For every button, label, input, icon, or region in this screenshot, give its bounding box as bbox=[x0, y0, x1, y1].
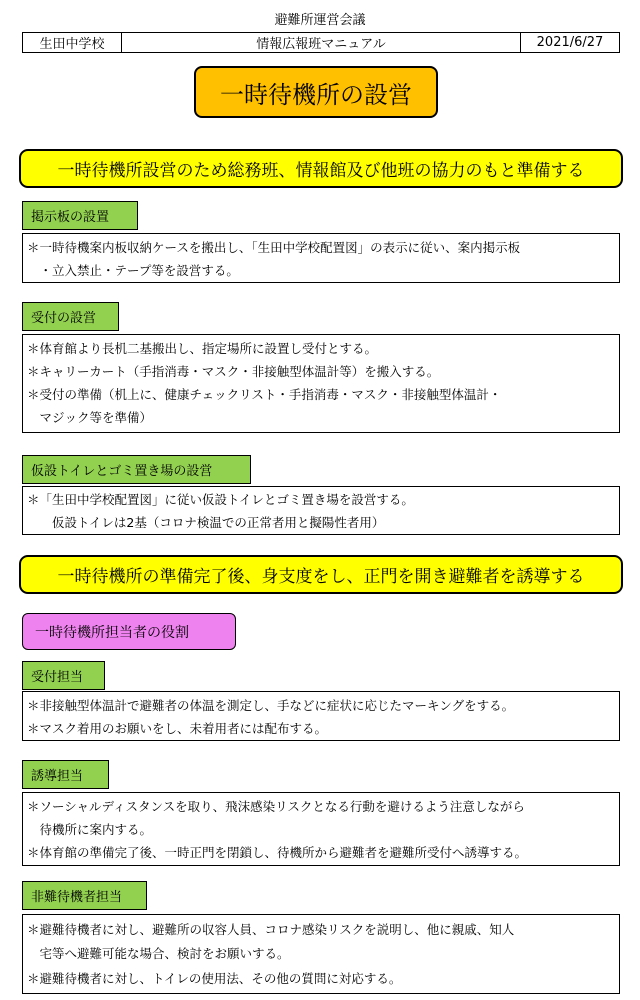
role-line: ＊非接触型体温計で避難者の体温を測定し、手などに症状に応じたマーキングをする。 bbox=[27, 698, 515, 713]
role-line: 待機所に案内する。 bbox=[27, 822, 153, 837]
banner-guidance: 一時待機所の準備完了後、身支度をし、正門を開き避難者を誘導する bbox=[19, 555, 623, 594]
section-line: ＊キャリーカート（手指消毒・マスク・非接触型体温計等）を搬入する。 bbox=[27, 364, 440, 379]
role-line: ＊ソーシャルディスタンスを取り、飛沫感染リスクとなる行動を避けるよう注意しながら bbox=[27, 799, 525, 814]
roles-title: 一時待機所担当者の役割 bbox=[22, 613, 236, 650]
role-line: ＊マスク着用のお願いをし、未着用者には配布する。 bbox=[27, 721, 328, 736]
school-name: 生田中学校 bbox=[23, 33, 122, 52]
role-label-guidance: 誘導担当 bbox=[22, 760, 109, 789]
manual-name: 情報広報班マニュアル bbox=[256, 37, 386, 52]
document-title: 避難所運営会議 bbox=[274, 13, 366, 28]
section-line: マジック等を準備） bbox=[27, 410, 153, 425]
role-box-evacuee-waiting bbox=[22, 914, 620, 994]
section-line: 仮設トイレは2基（コロナ検温での正常者用と擬陽性者用） bbox=[27, 515, 385, 530]
section-line: ・立入禁止・テープ等を設営する。 bbox=[27, 263, 239, 278]
role-line: ＊体育館の準備完了後、一時正門を閉鎖し、待機所から避難者を避難所受付へ誘導する。 bbox=[27, 845, 528, 860]
main-title: 一時待機所の設営 bbox=[194, 66, 438, 118]
section-line: ＊一時待機案内板収納ケースを搬出し、「生田中学校配置図」の表示に従い、案内掲示板 bbox=[27, 240, 521, 255]
section-label-reception: 受付の設営 bbox=[22, 302, 119, 331]
section-label-toilet-trash: 仮設トイレとゴミ置き場の設営 bbox=[22, 455, 251, 484]
section-box-bulletin-board bbox=[22, 233, 620, 283]
role-line: ＊避難待機者に対し、トイレの使用法、その他の質問に対応する。 bbox=[27, 971, 402, 986]
role-line: ＊避難待機者に対し、避難所の収容人員、コロナ感染リスクを説明し、他に親戚、知人 bbox=[27, 922, 515, 937]
section-line: ＊体育館より長机二基搬出し、指定場所に設置し受付とする。 bbox=[27, 341, 378, 356]
header-table bbox=[22, 32, 620, 53]
role-box-guidance bbox=[22, 792, 620, 866]
banner-preparation: 一時待機所設営のため総務班、情報館及び他班の協力のもと準備する bbox=[19, 149, 623, 188]
section-line: ＊「生田中学校配置図」に従い仮設トイレとゴミ置き場を設営する。 bbox=[27, 492, 414, 507]
document-date: 2021/6/27 bbox=[520, 33, 619, 52]
section-line: ＊受付の準備（机上に、健康チェックリスト・手指消毒・マスク・非接触型体温計・ bbox=[27, 387, 502, 402]
role-line: 宅等へ避難可能な場合、検討をお願いする。 bbox=[27, 946, 290, 961]
section-box-toilet-trash bbox=[22, 486, 620, 535]
role-label-evacuee-waiting: 非難待機者担当 bbox=[22, 881, 147, 910]
section-label-bulletin-board: 掲示板の設置 bbox=[22, 201, 138, 230]
role-box-reception bbox=[22, 691, 620, 741]
section-box-reception bbox=[22, 334, 620, 433]
role-label-reception: 受付担当 bbox=[22, 661, 105, 690]
